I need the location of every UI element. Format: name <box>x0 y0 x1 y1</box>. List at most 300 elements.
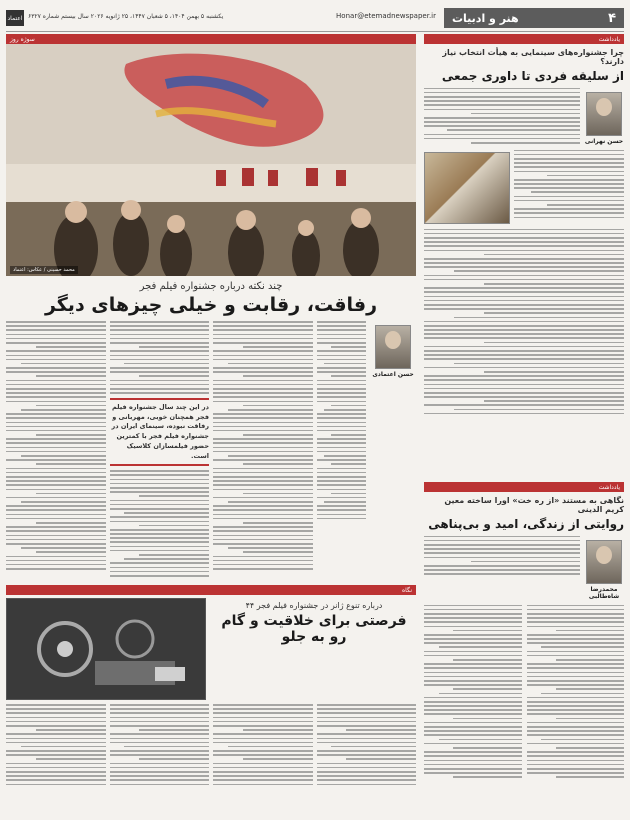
text-line <box>21 409 106 411</box>
text-line <box>527 605 625 607</box>
text-line <box>424 321 624 323</box>
text-line <box>424 375 624 377</box>
text-line <box>439 693 522 695</box>
text-line <box>317 480 367 482</box>
text-line <box>527 642 625 644</box>
text-line <box>424 250 624 252</box>
text-line <box>213 733 313 735</box>
text-line <box>424 350 624 352</box>
article-text <box>424 229 624 415</box>
text-line <box>424 713 522 715</box>
text-line <box>424 764 522 766</box>
pull-quote: در این چند سال جشنواره فیلم فجر همچنان خوبی، مهربانی و رفاقت نبوده، سینمای ایران در جشنواره فیلم فجر با کمترین حضور فیلمسازان کلاسیک است. <box>110 398 210 467</box>
text-line <box>317 396 367 398</box>
text-line <box>514 150 624 152</box>
text-line <box>424 642 522 644</box>
text-line <box>213 543 313 545</box>
text-line <box>424 730 522 732</box>
text-line <box>317 717 417 719</box>
text-line <box>110 541 210 543</box>
text-line <box>424 557 580 559</box>
text-line <box>317 392 367 394</box>
text-line <box>213 380 313 382</box>
text-line <box>228 746 313 748</box>
text-line <box>139 554 209 556</box>
text-line <box>213 480 313 482</box>
section-title: هنر و ادبیات <box>452 11 519 25</box>
text-line <box>228 547 313 549</box>
text-line <box>424 617 522 619</box>
right-top-headline: از سلیقه فردی تا داوری جمعی <box>441 69 624 83</box>
text-line <box>110 321 210 323</box>
text-line <box>424 241 624 243</box>
text-line <box>424 709 522 711</box>
text-line <box>514 196 624 198</box>
text-line <box>6 779 106 781</box>
text-line <box>346 758 416 760</box>
text-line <box>213 518 313 520</box>
text-line <box>453 630 521 632</box>
text-line <box>527 726 625 728</box>
right-top-kicker: یادداشت <box>424 34 624 44</box>
text-line <box>317 413 367 415</box>
text-line <box>556 630 624 632</box>
text-line <box>6 539 106 541</box>
article-text <box>110 321 210 394</box>
text-line <box>527 638 625 640</box>
author-name: حسن نهرانی <box>584 137 624 145</box>
article-text <box>213 321 313 579</box>
author-byline <box>584 540 624 600</box>
text-line <box>21 501 106 503</box>
film-equipment-photo <box>6 598 206 700</box>
text-line <box>317 350 367 352</box>
text-line <box>36 405 106 407</box>
text-line <box>213 371 313 373</box>
author-name: حسن اعتمادی <box>372 371 414 378</box>
text-line <box>6 497 106 499</box>
text-line <box>110 742 210 744</box>
text-line <box>6 725 106 727</box>
text-line <box>6 459 106 461</box>
text-line <box>228 409 313 411</box>
text-line <box>6 396 106 398</box>
text-line <box>317 784 417 786</box>
text-line <box>317 721 417 723</box>
text-line <box>6 717 106 719</box>
text-line <box>541 693 624 695</box>
text-line <box>424 304 624 306</box>
text-line <box>527 705 625 707</box>
text-line <box>317 438 367 440</box>
text-line <box>514 200 624 202</box>
text-line <box>484 283 624 285</box>
author-name: محمدرضا شاه‌طالبی <box>588 585 620 600</box>
text-line <box>110 338 210 340</box>
text-line <box>110 504 210 506</box>
text-line <box>36 729 106 731</box>
text-line <box>424 638 522 640</box>
text-line <box>21 363 106 365</box>
text-line <box>110 521 210 523</box>
text-line <box>110 350 210 352</box>
text-line <box>453 776 521 778</box>
text-line <box>6 371 106 373</box>
text-line <box>213 708 313 710</box>
text-line <box>514 162 624 164</box>
text-line <box>110 550 210 552</box>
text-line <box>514 166 624 168</box>
text-line <box>424 680 522 682</box>
bottom-headline: فرصتی برای خلاقیت و گام رو به جلو <box>221 613 407 645</box>
text-line <box>424 772 522 774</box>
text-line <box>110 537 210 539</box>
text-line <box>6 480 106 482</box>
text-line <box>213 342 313 344</box>
text-line <box>124 558 209 560</box>
text-line <box>110 483 210 485</box>
text-line <box>6 754 106 756</box>
text-line <box>424 569 580 571</box>
text-line <box>547 175 624 177</box>
text-line <box>317 426 367 428</box>
text-line <box>6 535 106 537</box>
text-line <box>213 725 313 727</box>
text-line <box>110 775 210 777</box>
main-article-body <box>6 321 416 579</box>
text-line <box>454 363 624 365</box>
text-line <box>243 551 313 553</box>
text-line <box>527 772 625 774</box>
text-line <box>6 784 106 786</box>
text-line <box>317 334 367 336</box>
text-line <box>527 743 625 745</box>
text-line <box>213 329 313 331</box>
text-line <box>317 422 367 424</box>
text-line <box>556 747 624 749</box>
text-line <box>484 400 624 402</box>
text-line <box>110 733 210 735</box>
text-line <box>213 526 313 528</box>
article-text <box>424 605 522 778</box>
text-line <box>484 371 624 373</box>
text-line <box>36 493 106 495</box>
text-line <box>110 355 210 357</box>
text-line <box>110 567 210 569</box>
text-line <box>139 375 209 377</box>
text-line <box>424 734 522 736</box>
text-line <box>6 325 106 327</box>
text-line <box>6 505 106 507</box>
text-line <box>424 755 522 757</box>
text-line <box>424 565 580 567</box>
text-line <box>110 392 210 394</box>
text-line <box>110 717 210 719</box>
text-line <box>556 776 624 778</box>
text-line <box>213 350 313 352</box>
text-line <box>527 722 625 724</box>
text-line <box>6 733 106 735</box>
text-line <box>243 375 313 377</box>
text-line <box>424 117 580 119</box>
author-photo <box>586 540 622 584</box>
text-line <box>213 472 313 474</box>
text-line <box>527 764 625 766</box>
text-line <box>317 321 367 323</box>
text-line <box>243 463 313 465</box>
text-line <box>471 113 580 115</box>
text-line <box>6 750 106 752</box>
text-line <box>36 346 106 348</box>
text-line <box>484 254 624 256</box>
text-line <box>527 655 625 657</box>
text-line <box>317 325 367 327</box>
text-line <box>124 512 209 514</box>
text-line <box>213 442 313 444</box>
text-line <box>213 535 313 537</box>
text-line <box>6 350 106 352</box>
article-text <box>110 470 210 576</box>
text-line <box>527 621 625 623</box>
text-line <box>317 763 417 765</box>
text-line <box>213 476 313 478</box>
text-line <box>110 367 210 369</box>
text-line <box>213 359 313 361</box>
text-line <box>110 508 210 510</box>
text-line <box>213 484 313 486</box>
text-line <box>110 329 210 331</box>
text-line <box>21 547 106 549</box>
text-line <box>317 754 417 756</box>
text-line <box>324 501 366 503</box>
text-line <box>317 742 417 744</box>
text-line <box>527 609 625 611</box>
text-line <box>424 663 522 665</box>
text-line <box>6 329 106 331</box>
text-line <box>424 655 522 657</box>
projector-icon <box>6 599 205 700</box>
text-line <box>213 413 313 415</box>
text-line <box>424 333 624 335</box>
text-line <box>6 438 106 440</box>
text-line <box>527 617 625 619</box>
text-line <box>6 564 106 566</box>
text-line <box>317 505 367 507</box>
masthead <box>6 8 624 28</box>
text-line <box>6 321 106 323</box>
text-line <box>228 363 313 365</box>
exhibition-photo <box>424 152 510 224</box>
article-text <box>6 704 106 790</box>
text-line <box>527 613 625 615</box>
photo-credit: محمد حسینی / عکاس: اعتماد <box>10 266 78 274</box>
text-line <box>228 501 313 503</box>
text-line <box>541 739 624 741</box>
text-line <box>6 560 106 562</box>
text-line <box>556 688 624 690</box>
text-line <box>317 484 367 486</box>
text-line <box>317 442 367 444</box>
text-line <box>213 560 313 562</box>
text-line <box>331 434 366 436</box>
main-subhead: چند نکته درباره جشنواره فیلم فجر <box>139 281 283 292</box>
text-line <box>110 500 210 502</box>
text-line <box>317 417 367 419</box>
masthead-rule <box>6 31 624 32</box>
text-line <box>213 742 313 744</box>
section-email[interactable]: Honar@etemadnewspaper.ir <box>336 12 436 20</box>
text-line <box>243 729 313 731</box>
text-line <box>6 384 106 386</box>
text-line <box>139 346 209 348</box>
text-line <box>514 154 624 156</box>
text-line <box>317 476 367 478</box>
text-line <box>213 447 313 449</box>
text-line <box>213 771 313 773</box>
text-line <box>424 651 522 653</box>
right-top-article <box>424 88 624 415</box>
text-line <box>317 338 367 340</box>
text-line <box>317 459 367 461</box>
text-line <box>243 758 313 760</box>
text-line <box>36 434 106 436</box>
text-line <box>439 739 522 741</box>
text-line <box>110 491 210 493</box>
text-line <box>110 708 210 710</box>
right-bottom-article <box>424 482 624 778</box>
author-photo <box>375 325 411 369</box>
text-line <box>110 779 210 781</box>
text-line <box>6 543 106 545</box>
text-line <box>317 725 417 727</box>
text-line <box>424 245 624 247</box>
text-line <box>243 405 313 407</box>
text-line <box>6 518 106 520</box>
text-line <box>6 468 106 470</box>
text-line <box>6 472 106 474</box>
text-line <box>6 447 106 449</box>
text-line <box>243 434 313 436</box>
text-line <box>6 426 106 428</box>
text-line <box>424 329 624 331</box>
text-line <box>6 417 106 419</box>
text-line <box>454 270 624 272</box>
text-line <box>110 359 210 361</box>
text-line <box>424 367 624 369</box>
text-line <box>317 712 417 714</box>
text-line <box>514 171 624 173</box>
text-line <box>424 346 624 348</box>
article-text <box>6 321 106 579</box>
main-kicker: سوژه روز <box>6 34 416 44</box>
text-line <box>556 718 624 720</box>
text-line <box>317 371 367 373</box>
text-line <box>424 92 580 94</box>
right-bottom-subhead: نگاهی به مستند «از ره خت» اورا ساخته معین کریم الدینی <box>444 496 624 514</box>
text-line <box>317 489 367 491</box>
text-line <box>6 708 106 710</box>
text-line <box>556 659 624 661</box>
bottom-article <box>6 585 416 790</box>
text-line <box>110 470 210 472</box>
text-line <box>213 712 313 714</box>
text-line <box>531 191 625 193</box>
text-line <box>331 346 366 348</box>
text-line <box>424 605 522 607</box>
text-line <box>424 404 624 406</box>
text-line <box>317 384 367 386</box>
text-line <box>424 96 580 98</box>
text-line <box>213 489 313 491</box>
text-line <box>213 325 313 327</box>
text-line <box>139 729 209 731</box>
text-line <box>484 342 624 344</box>
text-line <box>110 516 210 518</box>
text-line <box>317 704 417 706</box>
text-line <box>6 514 106 516</box>
text-line <box>317 401 367 403</box>
text-line <box>317 359 367 361</box>
text-line <box>424 667 522 669</box>
text-line <box>317 779 417 781</box>
text-line <box>317 451 367 453</box>
text-line <box>424 388 624 390</box>
text-line <box>424 743 522 745</box>
text-line <box>424 544 580 546</box>
bottom-subhead: درباره تنوع ژانر در جشنواره فیلم فجر ۴۴ <box>245 601 383 610</box>
text-line <box>213 438 313 440</box>
text-line <box>514 179 624 181</box>
text-line <box>424 621 522 623</box>
text-line <box>317 509 367 511</box>
text-line <box>213 384 313 386</box>
text-line <box>110 546 210 548</box>
text-line <box>6 763 106 765</box>
text-line <box>6 442 106 444</box>
text-line <box>514 208 624 210</box>
text-line <box>424 104 580 106</box>
text-line <box>110 725 210 727</box>
right-top-subhead: چرا جشنواره‌های سینمایی به هیأت انتخاب نیاز دارند؟ <box>442 48 624 66</box>
text-line <box>213 497 313 499</box>
article-text <box>317 704 417 790</box>
text-line <box>454 317 624 319</box>
text-line <box>424 634 522 636</box>
text-line <box>317 388 367 390</box>
text-line <box>317 472 367 474</box>
text-line <box>331 375 366 377</box>
text-line <box>213 355 313 357</box>
text-line <box>424 233 624 235</box>
text-line <box>424 573 580 575</box>
text-line <box>527 663 625 665</box>
right-column <box>424 34 624 814</box>
text-line <box>213 721 313 723</box>
text-line <box>317 733 417 735</box>
text-line <box>331 493 366 495</box>
text-line <box>317 367 367 369</box>
text-line <box>471 561 580 563</box>
text-line <box>213 338 313 340</box>
text-line <box>21 455 106 457</box>
text-line <box>6 422 106 424</box>
text-line <box>424 100 580 102</box>
text-line <box>139 525 209 527</box>
text-line <box>317 771 417 773</box>
text-line <box>424 275 624 277</box>
text-line <box>424 626 522 628</box>
text-line <box>454 409 624 411</box>
